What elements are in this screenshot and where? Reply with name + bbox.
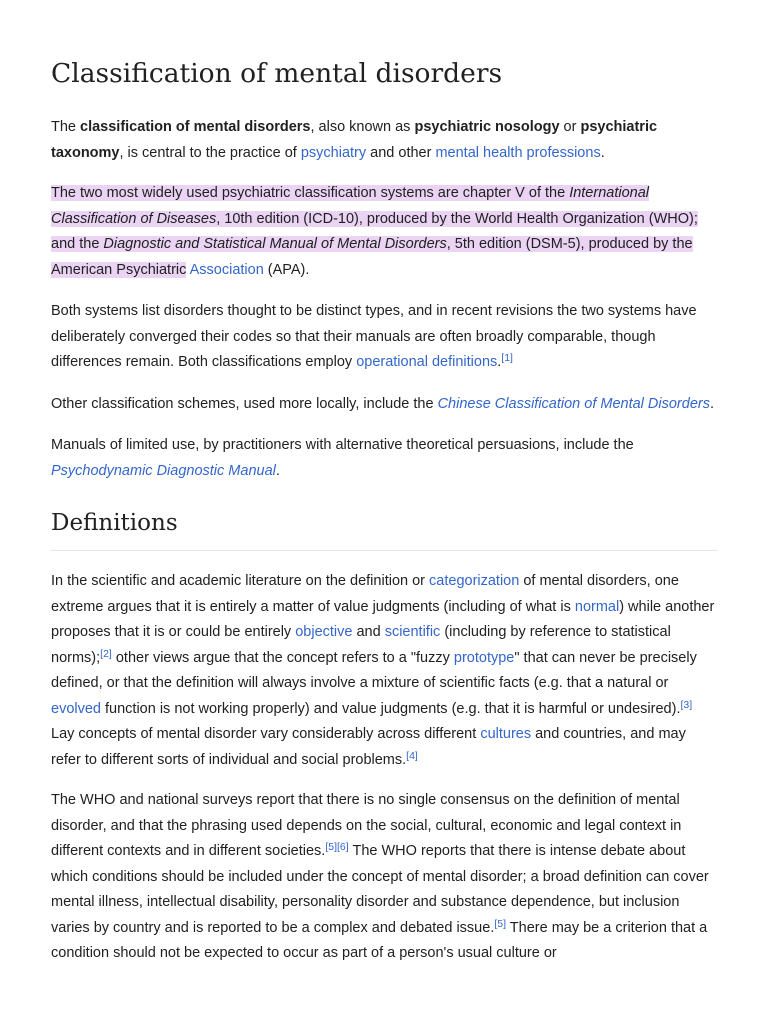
text: of mental disorders, one extreme argues that it is entirely a matter of value judgments (including of what is [51,573,679,615]
other-schemes-paragraph [51,392,718,418]
converged-codes-paragraph [51,299,718,376]
link-mental-health-professions[interactable]: mental health professions [435,144,601,161]
citation-2[interactable]: [2] [100,647,112,660]
link-operational-definitions[interactable]: operational definitions [356,354,498,370]
citation-5[interactable]: [5] [325,841,338,853]
text: or [559,119,581,135]
text: " that can never be precisely defined, or that the definition will always involve a mixture of scientific facts (e.g. that a natural or [51,649,697,691]
citation-1[interactable]: [1] [501,352,513,364]
link-psychodynamic-diagnostic-manual[interactable]: Psychodynamic Diagnostic Manual [51,462,276,479]
text: and [352,624,385,640]
text: Lay concepts of mental disorder vary considerably across different [51,726,481,742]
link-cultures[interactable]: cultures [480,726,532,742]
bold-term: classification of mental disorders [80,119,311,135]
text: . [709,395,715,412]
link-categorization[interactable]: categorization [429,573,520,589]
citation-3[interactable]: [3] [680,698,693,711]
definitions-paragraph-1 [51,569,718,773]
text: , 5th edition (DSM-5), produced by the American Psychiatric [51,236,693,278]
bold-term: psychiatric taxonomy [51,119,658,161]
text: . [497,354,502,370]
citation-6[interactable]: [6] [337,841,349,853]
text: , is central to the practice of [119,144,301,161]
text: . [600,144,605,161]
italic-title-dsm: Diagnostic and Statistical Manual of Mental Disorders [103,236,447,252]
text: and countries, and may refer to different sorts of individual and social problems. [51,726,686,768]
text: The two most widely used psychiatric classification systems are chapter V of the [51,185,570,201]
text: Manuals of limited use, by practitioners with alternative theoretical persuasions, include the [51,437,634,453]
article-body [51,54,718,983]
text: , 10th edition (ICD-10), produced by the World Health Organization (WHO); and the [51,210,698,252]
link-objective[interactable]: objective [295,624,353,640]
lead-paragraph [51,115,718,166]
text: Other classification schemes, used more locally, include the [51,395,438,412]
citation-4[interactable]: [4] [406,749,418,762]
text: There may be a criterion that a condition should not be expected to occur as part of a person's usual culture or [51,919,708,961]
text: (including by reference to statistical norms); [51,624,671,666]
classification-systems-paragraph [51,181,718,283]
link-chinese-classification[interactable]: Chinese Classification of Mental Disorders [437,395,710,412]
text: ) while another proposes that it is or could be entirely [51,598,715,640]
text: function is not working properly) and value judgments (e.g. that it is harmful or undesired). [100,700,681,717]
bold-term: psychiatric nosology [414,119,560,135]
text: (APA). [263,261,310,278]
link-evolved[interactable]: evolved [51,700,101,717]
section-heading-definitions: Definitions [51,506,718,551]
text: , also known as [310,119,415,135]
link-association[interactable]: Association [189,261,264,278]
italic-title-icd: International Classification of Diseases [51,185,649,227]
text: The WHO and national surveys report that there is no single consensus on the definition of mental disorder, and that the phrasing used depends on the social, cultural, economic and legal context in different contexts and in different societies. [51,792,682,859]
text: Both systems list disorders thought to be distinct types, and in recent revisions the two systems have deliberately converged their codes so that their manuals are often broadly comparable, though differences remain. Both classifications employ [51,303,697,370]
link-normal[interactable]: normal [574,598,620,615]
text: The [51,119,81,135]
link-prototype[interactable]: prototype [453,649,515,666]
text: and other [366,144,436,161]
text: other views argue that the concept refers to a "fuzzy [111,649,454,666]
definitions-paragraph-2 [51,788,718,967]
text: The WHO reports that there is intense debate about which conditions should be included under the concept of mental disorder; a broad definition can cover mental illness, intellectual disability, personality disorder and substance dependence, but inclusion varies by country and is reported to be a complex and debated issue. [51,843,709,936]
text: . [275,462,280,479]
text: In the scientific and academic literature on the definition or [51,573,430,589]
page-title: Classification of mental disorders [51,58,503,89]
citation-5-repeat[interactable]: [5] [494,917,507,930]
manuals-paragraph [51,433,718,484]
link-scientific[interactable]: scientific [384,624,441,640]
link-psychiatry[interactable]: psychiatry [300,144,367,161]
highlighted-text [51,185,698,278]
